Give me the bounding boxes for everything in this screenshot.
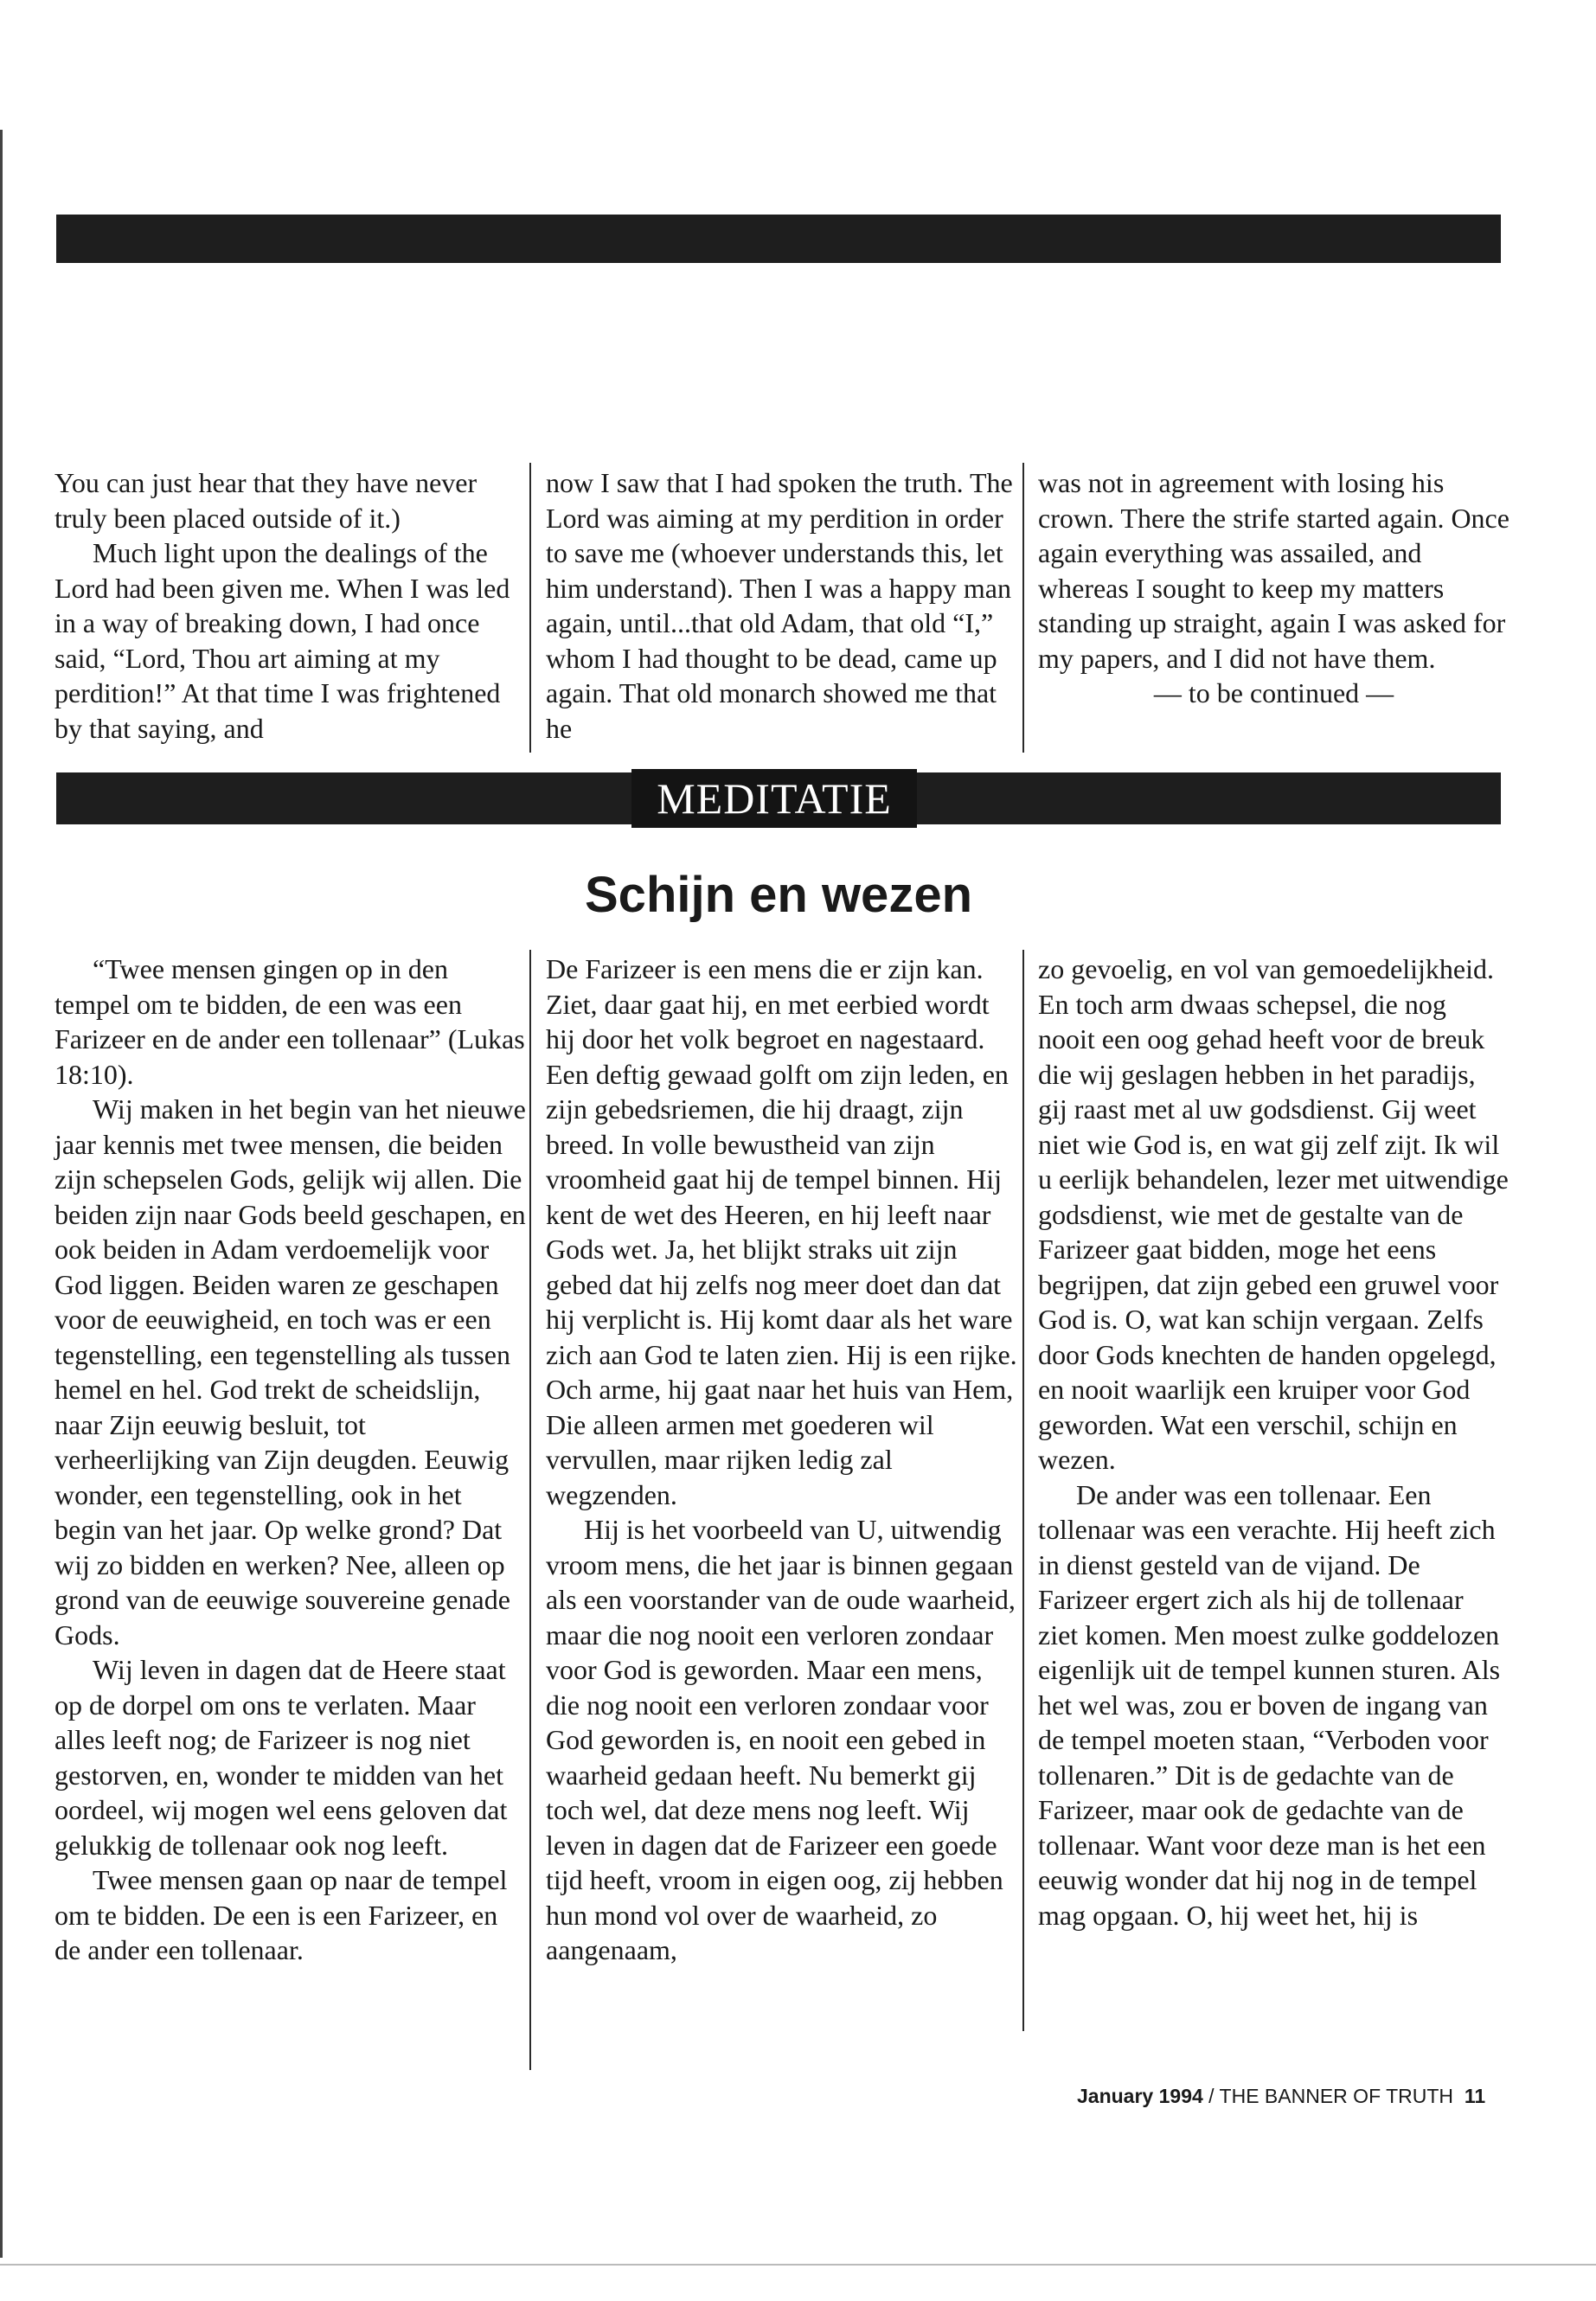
bottom-edge-line	[0, 2264, 1596, 2266]
paragraph: was not in agreement with losing his crown. There the strife started again. Once again everything was assailed, and whereas I sought to keep my matters standing up straight, again I was asked for my papers, and I did not have them.	[1038, 467, 1509, 674]
continued-column-1	[54, 465, 526, 746]
to-be-continued-note: — to be continued —	[1153, 677, 1394, 708]
article-column-1	[54, 952, 526, 1968]
article-column-2	[546, 952, 1017, 1968]
top-header-bar	[56, 215, 1501, 263]
footer-separator: /	[1202, 2085, 1220, 2107]
paragraph: De ander was een tollenaar. Een tollenaar was een verachte. Hij heeft zich in dienst gesteld van de vijand. De Farizeer ergert zich als hij de tollenaar ziet komen. Men moest zulke goddelozen eigenlijk uit de tempel kunnen sturen. Als het wel was, zou er boven de ingang van de tempel moeten staan, “Verboden voor tollenaren.” Dit is de gedachte van de Farizeer, maar ook de gedachte van de tollenaar. Want voor deze man is het een eeuwig wonder dat hij nog in de tempel mag opgaan. O, hij weet het, hij is	[1038, 1478, 1501, 1931]
footer-publication: THE BANNER OF TRUTH	[1219, 2085, 1454, 2107]
paragraph: Wij leven in dagen dat de Heere staat op de dorpel om ons te verlaten. Maar alles leeft nog; de Farizeer is nog niet gestorven, en, wonder te midden van het oordeel, wij mogen wel eens geloven dat gelukkig de tollenaar ook nog leeft.	[54, 1654, 508, 1861]
footer-page-number: 11	[1464, 2085, 1486, 2107]
column-divider	[1022, 463, 1024, 753]
column-divider	[1022, 950, 1024, 2031]
paragraph: zo gevoelig, en vol van gemoedelijkheid. En toch arm dwaas schepsel, die nog nooit een oog gehad heeft voor de breuk die wij geslagen hebben in het paradijs, gij raast met al uw godsdienst. Gij weet niet wie God is, en wat gij zelf zijt. Ik wil u eerlijk behandelen, lezer met uitwendige godsdienst, wie met de gestalte van de Farizeer gaat bidden, moge het eens begrijpen, dat zijn gebed een gruwel voor God is. O, wat kan schijn vergaan. Zelfs door Gods knechten de handen opgelegd, en nooit waarlijk een kruiper voor God geworden. Wat een verschil, schijn en wezen.	[1038, 953, 1509, 1475]
paragraph: “Twee mensen gingen op in den tempel om te bidden, de een was een Farizeer en de ander een tollenaar” (Lukas 18:10).	[54, 953, 525, 1090]
footer-date: January 1994	[1077, 2085, 1203, 2107]
section-label: MEDITATIE	[631, 769, 917, 828]
paragraph: Hij is het voorbeeld van U, uitwendig vroom mens, die het jaar is binnen gegaan als een voorstander van de oude waarheid, maar die nog nooit een verloren zondaar voor God is geworden. Maar een mens, die nog nooit een verloren zondaar voor God geworden is, en nooit een gebed in waarheid gedaan heeft. Nu bemerkt gij toch wel, dat deze mens nog leeft. Wij leven in dagen dat de Farizeer een goede tijd heeft, vroom in eigen oog, zij hebben hun mond vol over de waarheid, zo aangenaam,	[546, 1514, 1016, 1965]
paragraph: Twee mensen gaan op naar de tempel om te bidden. De een is een Farizeer, en de ander een tollenaar.	[54, 1864, 508, 1965]
paragraph: You can just hear that they have never truly been placed outside of it.)	[54, 467, 478, 534]
page-footer	[1077, 2083, 1485, 2109]
continued-column-3	[1038, 465, 1509, 711]
paragraph: Wij maken in het begin van het nieuwe jaar kennis met twee mensen, die beiden zijn schepselen Gods, gelijk wij allen. Die beiden zijn naar Gods beeld geschapen, en ook beiden in Adam verdoemelijk voor God liggen. Beiden waren ze geschapen voor de eeuwigheid, en toch was er een tegenstelling, een tegenstelling als tussen hemel en hel. God trekt de scheidslijn, naar Zijn eeuwig besluit, tot verheerlijking van Zijn deugden. Eeuwig wonder, een tegenstelling, ook in het begin van het jaar. Op welke grond? Dat wij zo bidden en werken? Nee, alleen op grond van de eeuwige souvereine genade Gods.	[54, 1093, 526, 1650]
page-edge-shadow	[0, 130, 3, 2258]
paragraph: now I saw that I had spoken the truth. The Lord was aiming at my perdition in order to save me (whoever understands this, let him understand). Then I was a happy man again, until...that old Adam, that old “I,” whom I had thought to be dead, came up again. That old monarch showed me that he	[546, 467, 1013, 744]
column-divider	[529, 950, 531, 2070]
paragraph: Much light upon the dealings of the Lord had been given me. When I was led in a way of breaking down, I had once said, “Lord, Thou art aiming at my perdition!” At that time I was frightened by that saying, and	[54, 537, 510, 744]
article-column-3	[1038, 952, 1509, 1932]
article-title: Schijn en wezen	[585, 867, 972, 923]
continued-column-2	[546, 465, 1017, 746]
paragraph: De Farizeer is een mens die er zijn kan. Ziet, daar gaat hij, en met eerbied wordt hij door het volk begroet en nagestaard. Een deftig gewaad golft om zijn leden, en zijn gebedsriemen, die hij draagt, zijn breed. In volle bewustheid van zijn vroomheid gaat hij de tempel binnen. Hij kent de wet des Heeren, en hij leeft naar Gods wet. Ja, het blijkt straks uit zijn gebed dat hij zelfs nog meer doet dan dat hij verplicht is. Hij komt daar als het ware zich aan God te laten zien. Hij is een rijke. Och arme, hij gaat naar het huis van Hem, Die alleen armen met goederen wil vervullen, maar rijken ledig zal wegzenden.	[546, 953, 1017, 1510]
column-divider	[529, 463, 531, 753]
